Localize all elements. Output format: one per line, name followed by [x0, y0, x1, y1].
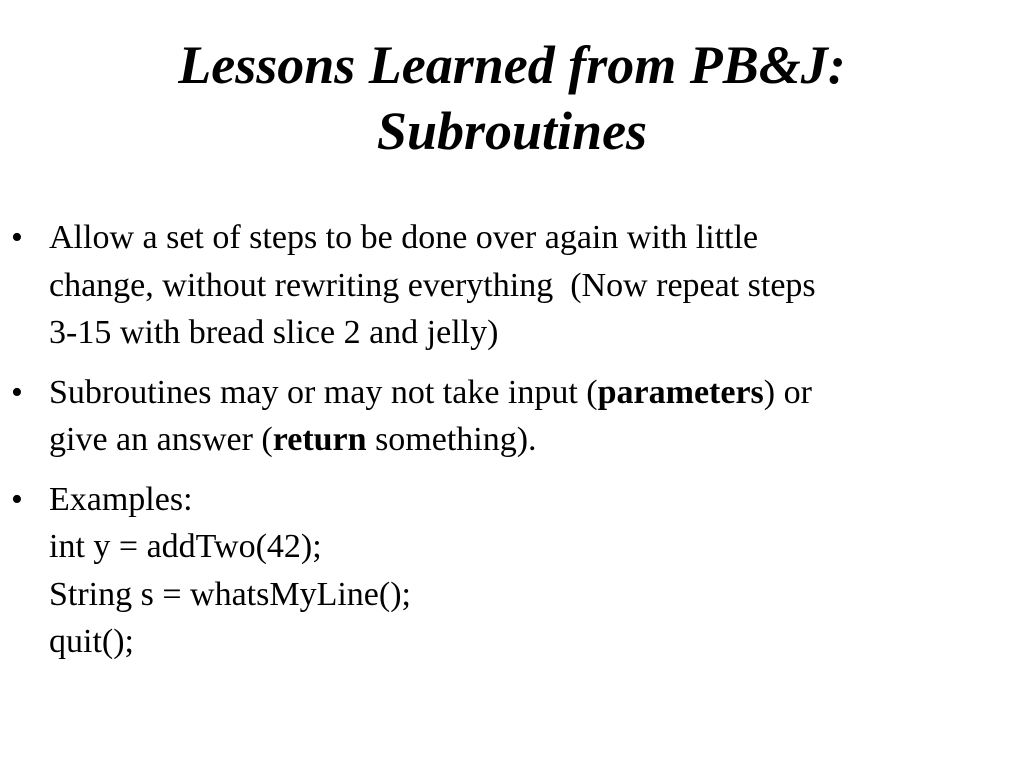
text-run: Subroutines may or may not take input (	[49, 373, 598, 411]
bullet-text-line: change, without rewriting everything (Now repeat steps	[49, 266, 816, 304]
bullet-point-icon: •	[11, 373, 23, 411]
examples-heading: Examples:	[49, 480, 193, 518]
bullet-list	[0, 214, 1000, 678]
bullet-text-line	[49, 369, 1000, 417]
code-example-line: String s = whatsMyLine();	[49, 575, 411, 613]
bullet-point-icon: •	[11, 480, 23, 518]
text-run: give an answer (	[49, 421, 273, 458]
bold-term-return: return	[272, 421, 367, 458]
bullet-text-line: Allow a set of steps to be done over again with little	[49, 219, 759, 256]
text-run: ) or	[763, 373, 812, 411]
text-run: something).	[366, 421, 537, 458]
bullet-item-parameters-return	[0, 369, 1000, 464]
bullet-item-subroutines-purpose	[0, 214, 1000, 357]
slide-title-line-1: Lessons Learned from PB&J:	[178, 35, 846, 95]
bold-term-parameters: parameters	[597, 373, 764, 411]
slide-title	[40, 32, 984, 164]
bullet-text-line: 3-15 with bread slice 2 and jelly)	[49, 314, 499, 351]
bullet-point-icon: •	[11, 219, 23, 256]
bullet-item-examples	[0, 476, 1000, 666]
slide-title-line-2: Subroutines	[376, 101, 648, 161]
code-example-line: quit();	[49, 623, 134, 660]
bullet-text-line	[49, 416, 1000, 464]
code-example-line: int y = addTwo(42);	[49, 528, 322, 565]
